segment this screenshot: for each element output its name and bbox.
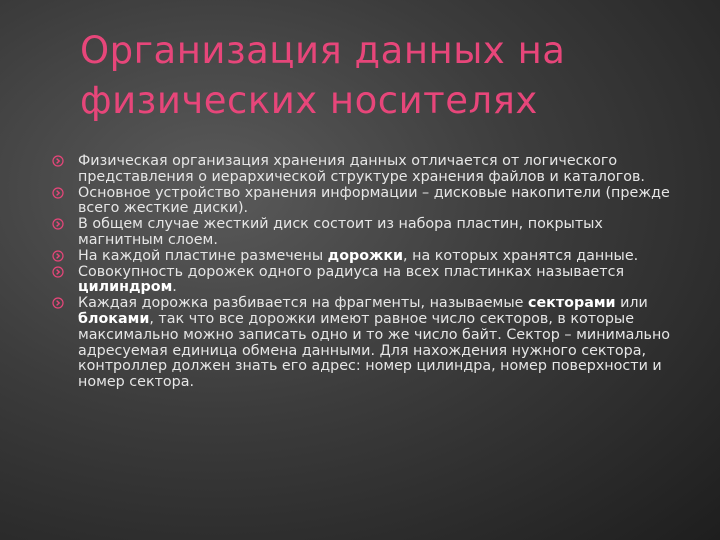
slide-title-line-2: физических носителях <box>80 79 538 122</box>
bullet-item <box>52 154 692 186</box>
bullet-list <box>52 154 692 391</box>
bullet-text: или <box>615 295 648 312</box>
bold-term: секторами <box>527 295 616 312</box>
bullet-text: Каждая дорожка разбивается на фрагменты, называемые <box>78 295 528 312</box>
circled-chevron-icon <box>52 218 64 230</box>
circled-chevron-icon <box>52 266 64 278</box>
bold-term: дорожки <box>327 247 404 264</box>
bullet-text: Совокупность дорожек одного радиуса на всех пластинках называется <box>78 263 625 280</box>
bullet-item <box>52 186 692 218</box>
bullet-text: На каждой пластине размечены <box>78 247 328 264</box>
bullet-text: , так что все дорожки имеют равное число секторов, в которые максимально можно записать одно и то же число байт. Сектор – минимально адресуемая единица обмена данными. Для нахождения нужного сектора, контроллер должен знать его адрес: номер цилиндра, номер поверхности и номер сектора. <box>78 310 671 391</box>
slide-title-line-1: Организация данных на <box>80 29 566 72</box>
bullet-item <box>52 249 692 265</box>
bullet-item <box>52 265 692 297</box>
bullet-text: Основное устройство хранения информации – дисковые накопители (прежде всего жесткие диски). <box>78 184 670 217</box>
bullet-item <box>52 217 692 249</box>
slide-title <box>80 26 680 126</box>
circled-chevron-icon <box>52 250 64 262</box>
bullet-item <box>52 296 692 391</box>
circled-chevron-icon <box>52 155 64 167</box>
bullet-text: В общем случае жесткий диск состоит из набора пластин, покрытых магнитным слоем. <box>78 216 603 248</box>
bullet-text: . <box>172 279 177 296</box>
circled-chevron-icon <box>52 297 64 309</box>
bold-term: цилиндром <box>78 279 173 296</box>
circled-chevron-icon <box>52 187 64 199</box>
bullet-text: Физическая организация хранения данных отличается от логического представления о иерархической структуре хранения файлов и каталогов. <box>78 153 645 185</box>
bullet-text: , на которых хранятся данные. <box>403 247 639 264</box>
bold-term: блоками <box>78 310 150 327</box>
